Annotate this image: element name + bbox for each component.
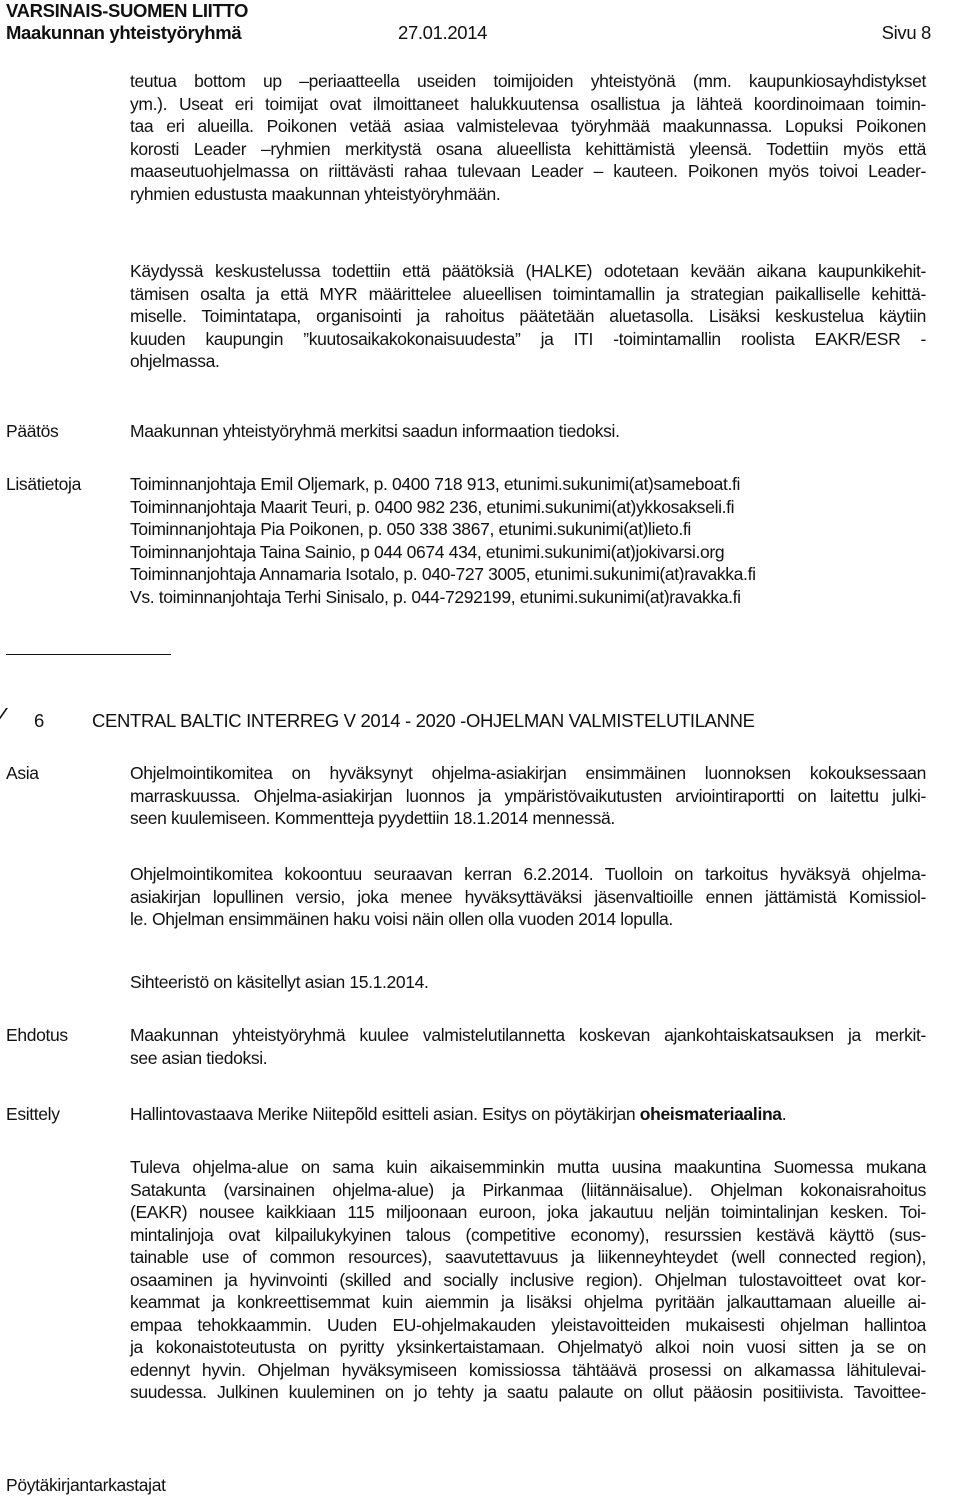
section-title: CENTRAL BALTIC INTERREG V 2014 - 2020 -OHJELMAN VALMISTELUTILANNE — [92, 710, 755, 731]
asia-paragraph-2 — [130, 863, 926, 931]
text-line — [130, 1103, 926, 1126]
organization-name: VARSINAIS-SUOMEN LIITTO — [6, 0, 249, 21]
contact-line: Toiminnanjohtaja Maarit Teuri, p. 0400 982 236, etunimi.sukunimi(at)ykkosakseli.fi — [130, 496, 735, 517]
intro-paragraph — [130, 70, 926, 205]
text-line: ryhmien edustusta maakunnan yhteistyöryhmään. — [130, 183, 501, 204]
text-line: edennyt hyvin. Ohjelman hyväksymiseen komissiossa tähtäävä prosessi on alkamassa lähitulevai- — [130, 1359, 926, 1380]
text-line: kuuden kaupungin ”kuutosaikakokonaisuudesta” ja ITI -toimintamallin roolista EAKR/ESR - — [130, 328, 926, 349]
page-header — [6, 0, 931, 46]
asia-paragraph-1 — [130, 762, 926, 830]
text-line: Maakunnan yhteistyöryhmä kuulee valmistelutilannetta koskevan ajankohtaiskatsauksen ja merkit- — [130, 1025, 926, 1045]
contact-line: Toiminnanjohtaja Pia Poikonen, p. 050 338 3867, etunimi.sukunimi(at)lieto.fi — [130, 519, 691, 539]
contact-line: Toiminnanjohtaja Annamaria Isotalo, p. 040-727 3005, etunimi.sukunimi(at)ravakka.fi — [130, 564, 756, 584]
text-line: Käydyssä keskustelussa todettiin että päätöksiä (HALKE) odotetaan kevään aikana kaupunkikehit- — [130, 261, 926, 281]
text-line: see asian tiedoksi. — [130, 1047, 268, 1068]
section-number: 6 — [34, 710, 44, 731]
text-line: empaa tehokkaammin. Uuden EU-ohjelmakauden yleistavoitteiden mukaisesti ohjelman hallintoa — [130, 1314, 926, 1335]
presentation-text-end: . — [781, 1104, 787, 1124]
discussion-paragraph — [130, 260, 926, 373]
contact-list — [130, 473, 926, 608]
decision-text — [130, 420, 926, 443]
text-line: keammat ja konkreettisemmat kuin aiemmin ja lisäksi ohjelma pyritään jalkauttamaan alueille ai- — [130, 1292, 926, 1312]
text-line: Maakunnan yhteistyöryhmä merkitsi saadun informaation tiedoksi. — [130, 421, 620, 441]
text-line: asiakirjan lopullinen versio, joka menee hyväksyttäväksi jäsenvaltioille ennen jättämistä Komissiol- — [130, 886, 926, 907]
text-line: tainable use of common resources), saavutettavuus ja liikenneyhteydet (well connected region), — [130, 1247, 926, 1267]
text-line: tämisen osalta ja että MYR määrittelee alueellisen toimintamallin ja strategian paikalliselle kehittä- — [130, 283, 926, 304]
proposal-text — [130, 1024, 926, 1069]
text-line: marraskuussa. Ohjelma-asiakirjan luonnos ja ympäristövaikutusten arviointiraportti on laitettu julki- — [130, 785, 926, 806]
page-number: Sivu 8 — [881, 22, 931, 43]
footer-label: Pöytäkirjantarkastajat — [6, 1475, 166, 1495]
text-line: maaseutuohjelmassa on riittävästi rahaa tulevaan Leader – kauteen. Poikonen myös toivoi Leader- — [130, 161, 926, 181]
text-line: seen kuulemiseen. Kommentteja pyydettiin 18.1.2014 mennessä. — [130, 808, 615, 828]
asia-label: Asia — [6, 763, 39, 783]
contact-line: Vs. toiminnanjohtaja Terhi Sinisalo, p. 044-7292199, etunimi.sukunimi(at)ravakka.fi — [130, 586, 741, 607]
contact-line: Toiminnanjohtaja Taina Sainio, p 044 0674 434, etunimi.sukunimi(at)jokivarsi.org — [130, 541, 725, 562]
text-line: suudessa. Julkinen kuuleminen on jo tehty ja saatu palaute on ollut pääosin positiivista. Tavoittee- — [130, 1382, 926, 1402]
text-line: (EAKR) nousee kaikkiaan 115 miljoonaan euroon, joka jakautuu neljän toimintalinjan kesken. Toi- — [130, 1202, 926, 1222]
text-line: osaaminen ja hyvinvointi (skilled and socially inclusive region). Ohjelman tulostavoitteet ovat kor- — [130, 1269, 926, 1290]
contact-line: Toiminnanjohtaja Emil Oljemark, p. 0400 718 913, etunimi.sukunimi(at)sameboat.fi — [130, 474, 741, 494]
asia-paragraph-3 — [130, 971, 926, 994]
section-marker — [0, 708, 11, 734]
text-line: ym.). Useat eri toimijat ovat ilmoittaneet halukkuutensa osallistua ja lähteä koordinoimaan toimin- — [130, 93, 926, 114]
group-name: Maakunnan yhteistyöryhmä — [6, 22, 242, 43]
separator-line — [6, 654, 171, 655]
presentation-paragraph — [130, 1156, 926, 1404]
text-line: mintalinjoja ovat kilpailukykyinen talous (competitive economy), resurssien kestävä käyttö (sus- — [130, 1224, 926, 1245]
attachment-reference: oheismateriaalina — [639, 1104, 782, 1124]
decision-label: Päätös — [6, 421, 59, 441]
info-label: Lisätietoja — [6, 474, 81, 494]
text-line: taa eri alueilla. Poikonen vetää asiaa valmistelevaa työryhmää maakunnassa. Lopuksi Poikonen — [130, 116, 926, 136]
text-line: Tuleva ohjelma-alue on sama kuin aikaisemminkin mutta uusina maakuntina Suomessa mukana — [130, 1157, 926, 1177]
text-line: le. Ohjelman ensimmäinen haku voisi näin ollen olla vuoden 2014 lopulla. — [130, 909, 673, 929]
text-line: korosti Leader –ryhmien merkitystä osana alueellista kehittämistä yleensä. Todettiin myös että — [130, 138, 926, 159]
text-line: Ohjelmointikomitea on hyväksynyt ohjelma-asiakirjan ensimmäinen luonnoksen kokouksessaan — [130, 763, 926, 783]
text-line: ohjelmassa. — [130, 351, 220, 371]
text-line: Satakunta (varsinainen ohjelma-alue) ja Pirkanmaa (liitännäisalue). Ohjelman kokonaisrahoitus — [130, 1179, 926, 1200]
text-line: ja kokonaistoteutusta on pyritty yksinkertaistamaan. Ohjelmatyö alkoi noin vuosi sitten ja se on — [130, 1337, 926, 1357]
text-line: Sihteeristö on käsitellyt asian 15.1.2014. — [130, 972, 429, 992]
header-row — [6, 22, 931, 46]
document-date: 27.01.2014 — [398, 22, 488, 43]
presentation-text-start: Hallintovastaava Merike Niitepõld esitteli asian. Esitys on pöytäkirjan — [130, 1104, 640, 1124]
text-line: teutua bottom up –periaatteella useiden toimijoiden yhteistyönä (mm. kaupunkiosayhdistykset — [130, 71, 926, 91]
proposal-label: Ehdotus — [6, 1025, 68, 1045]
text-line: miselle. Toimintatapa, organisointi ja rahoitus päätetään aluetasolla. Lisäksi keskustelua käytiin — [130, 306, 926, 326]
presentation-text — [130, 1103, 926, 1126]
presentation-label: Esittely — [6, 1104, 60, 1124]
text-line: Ohjelmointikomitea kokoontuu seuraavan kerran 6.2.2014. Tuolloin on tarkoitus hyväksyä ohjelma- — [130, 864, 926, 884]
